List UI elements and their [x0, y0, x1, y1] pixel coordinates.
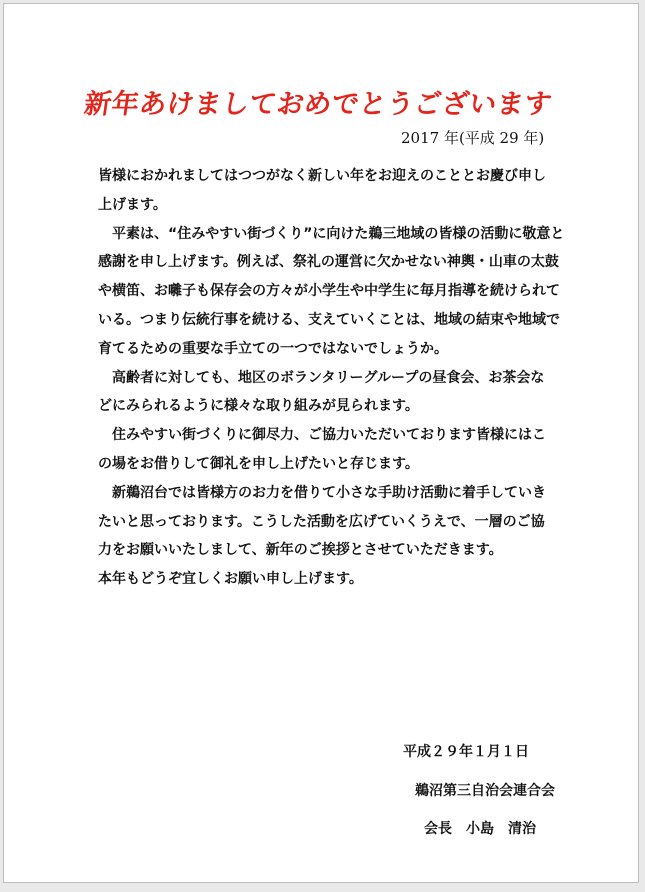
- body-line: 住みやすい街づくりに御尽力、ご協力いただいております皆様にはこ: [112, 427, 546, 444]
- signature-name: 会長 小島 清治: [424, 821, 536, 837]
- body-line: いる。つまり伝統行事を続ける、支えていくことは、地域の結束や地域で: [98, 311, 560, 328]
- body-line: どにみられるように様々な取り組みが見られます。: [98, 398, 419, 415]
- body-line: 感謝を申し上げます。例えば、祭礼の運営に欠かせない神輿・山車の太鼓: [98, 254, 559, 271]
- letter-body: [98, 162, 586, 594]
- signature-date: 平成２９年１月１日: [403, 744, 529, 760]
- date-era: 2017 年(平成 29 年): [401, 129, 545, 147]
- body-line: 本年もどうぞ宜しくお願い申し上げます。: [98, 571, 363, 588]
- document-page: [3, 3, 639, 883]
- body-line: や横笛、お囃子も保存会の方々が小学生や中学生に毎月指導を続けられて: [98, 283, 560, 300]
- body-line: 育てるための重要な手立ての一つではないでしょうか。: [98, 340, 448, 357]
- body-line: 皆様におかれましてはつつがなく新しい年をお迎えのこととお慶び申し: [98, 168, 546, 184]
- body-line: 力をお願いいたしまして、新年のご挨拶とさせていただきます。: [98, 542, 503, 559]
- body-line: たいと思っております。こうした活動を広げていくうえで、一層のご協: [98, 513, 545, 530]
- greeting-title: 新年あけましておめでとうございます: [82, 89, 554, 120]
- body-line: 上げます。: [98, 196, 167, 213]
- body-line: 高齢者に対しても、地区のボランタリーグループの昼食会、お茶会な: [112, 369, 545, 386]
- signature-organization: 鵜沼第三自治会連合会: [415, 783, 555, 799]
- body-line: 平素は、“住みやすい街づくり”に向けた鵜三地域の皆様の活動に敬意と: [112, 225, 565, 242]
- body-line: の場をお借りして御礼を申し上げたいと存じます。: [98, 455, 419, 472]
- body-line: 新鵜沼台では皆様方のお力を借りて小さな手助け活動に着手していき: [112, 484, 546, 501]
